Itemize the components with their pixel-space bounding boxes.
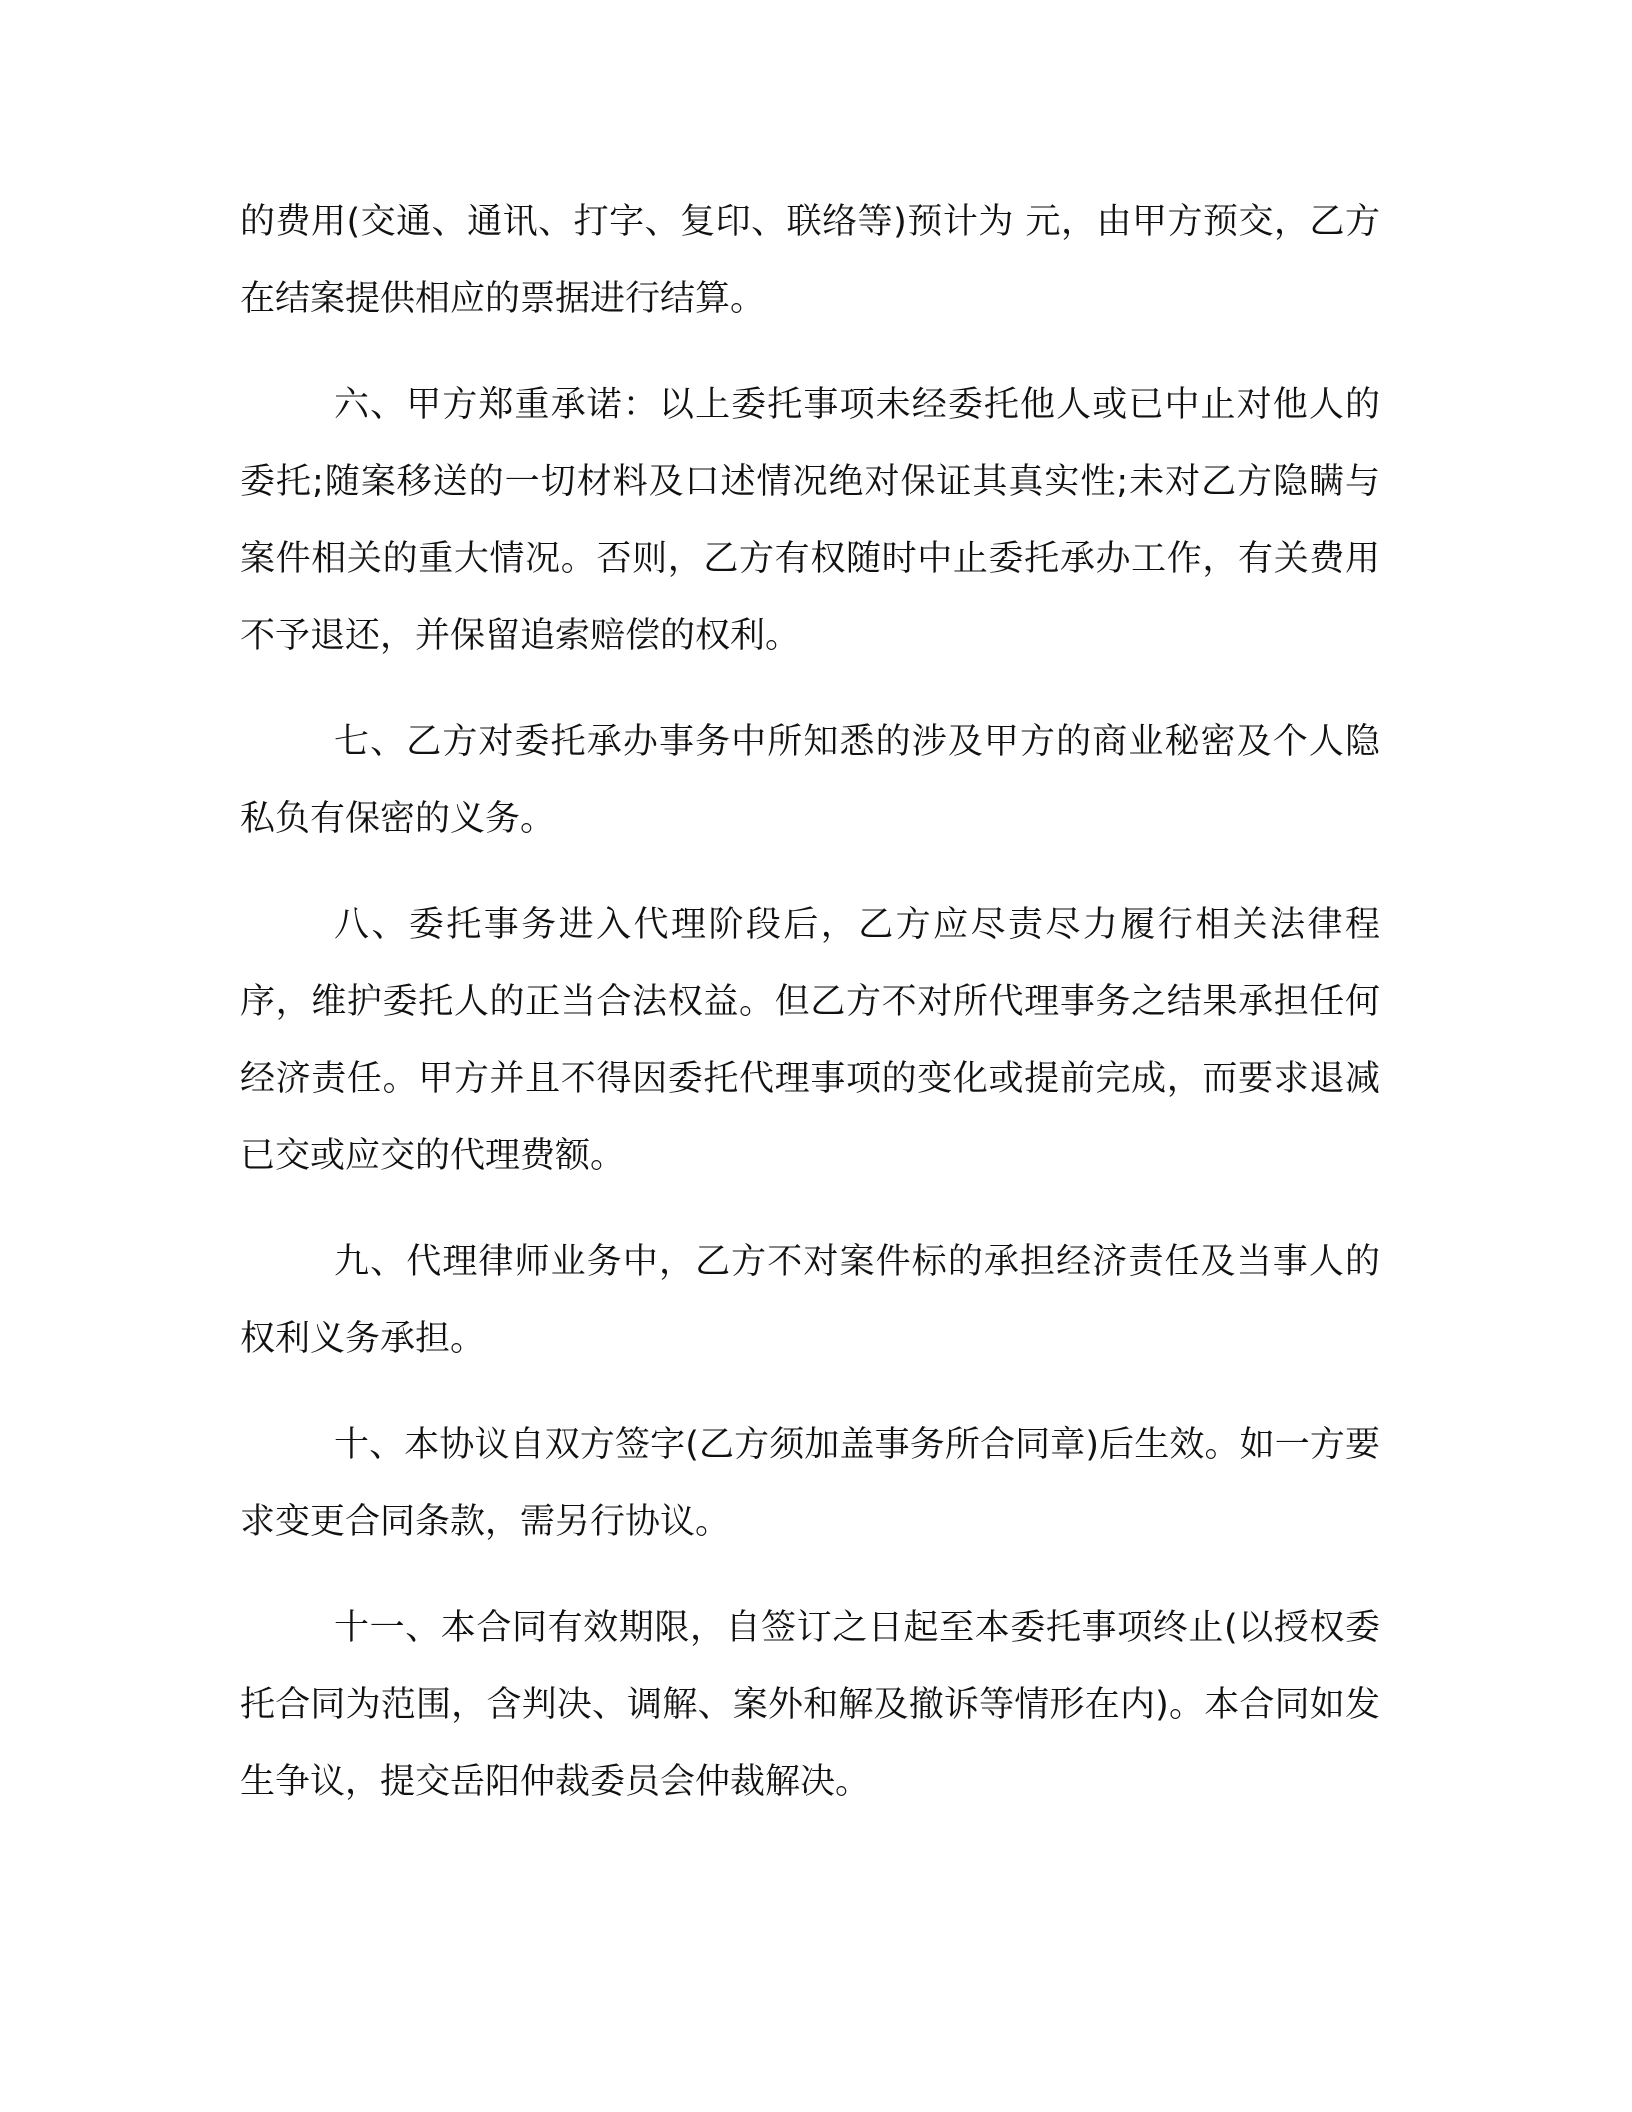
document-body <box>240 184 1380 1850</box>
paragraph-clause-8: 八、委托事务进入代理阶段后，乙方应尽责尽力履行相关法律程序，维护委托人的正当合法权益。但乙方不对所代理事务之结果承担任何经济责任。甲方并且不得因委托代理事项的变化或提前完成，而要求退减已交或应交的代理费额。 <box>240 905 1380 1176</box>
paragraph-fee-continuation: 的费用(交通、通讯、打字、复印、联络等)预计为 元，由甲方预交，乙方在结案提供相应的票据进行结算。 <box>240 202 1380 319</box>
paragraph-clause-11: 十一、本合同有效期限，自签订之日起至本委托事项终止(以授权委托合同为范围，含判决、调解、案外和解及撤诉等情形在内)。本合同如发生争议，提交岳阳仲裁委员会仲裁解决。 <box>240 1608 1380 1802</box>
paragraph-clause-6: 六、甲方郑重承诺：以上委托事项未经委托他人或已中止对他人的委托;随案移送的一切材料及口述情况绝对保证其真实性;未对乙方隐瞒与案件相关的重大情况。否则，乙方有权随时中止委托承办工作，有关费用不予退还，并保留追索赔偿的权利。 <box>240 385 1380 656</box>
paragraph-clause-7: 七、乙方对委托承办事务中所知悉的涉及甲方的商业秘密及个人隐私负有保密的义务。 <box>240 722 1380 839</box>
paragraph-clause-9: 九、代理律师业务中，乙方不对案件标的承担经济责任及当事人的权利义务承担。 <box>240 1242 1380 1359</box>
paragraph-clause-10: 十、本协议自双方签字(乙方须加盖事务所合同章)后生效。如一方要求变更合同条款，需另行协议。 <box>240 1425 1380 1542</box>
